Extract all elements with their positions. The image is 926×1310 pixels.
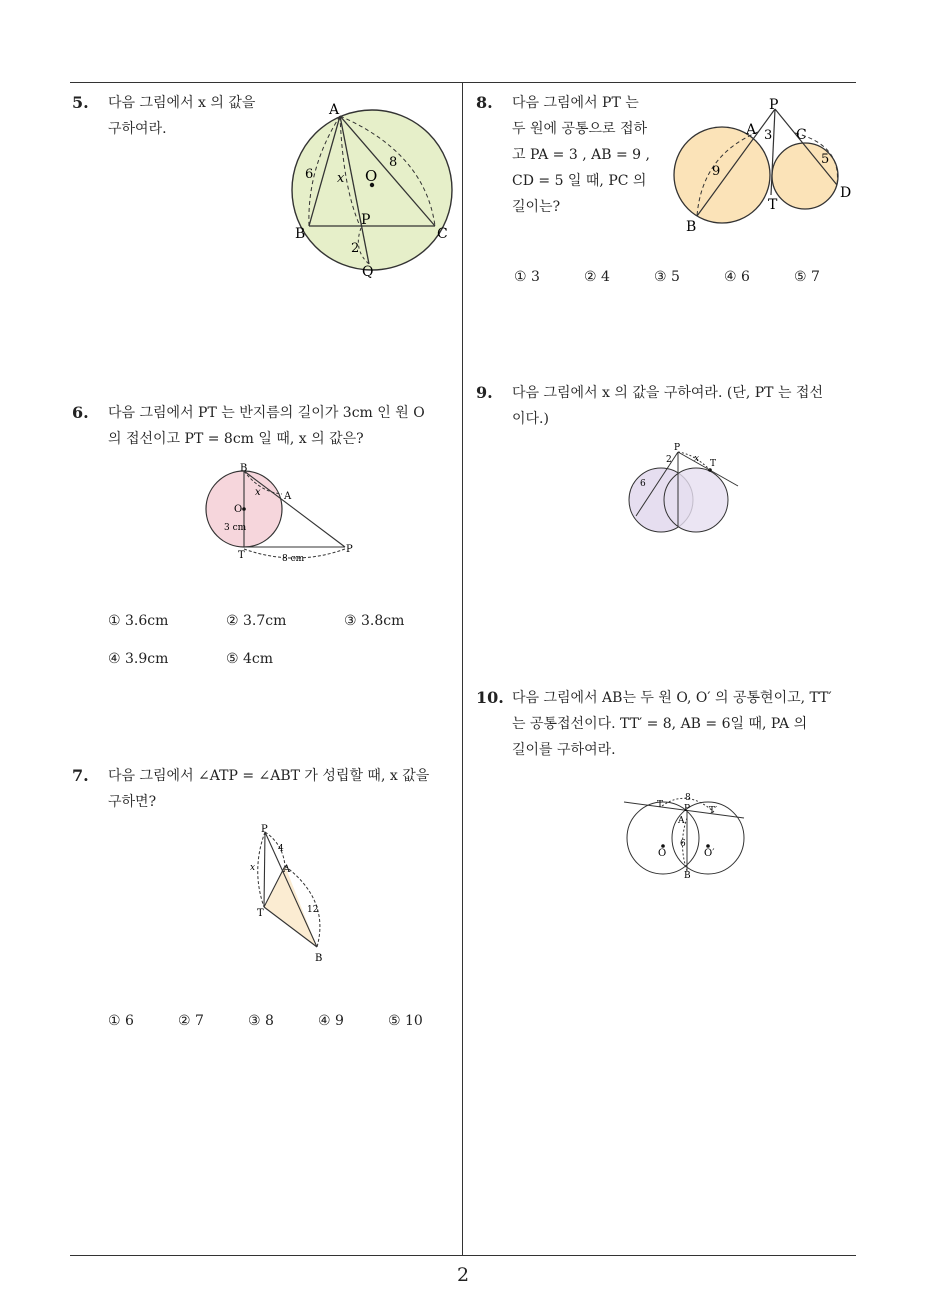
- label: 2: [351, 241, 360, 256]
- segment-pt: [264, 832, 265, 907]
- label: O: [658, 848, 667, 859]
- label: O: [365, 167, 378, 185]
- label: P: [684, 804, 691, 814]
- label: x: [694, 454, 700, 464]
- label: 9: [712, 164, 721, 179]
- question-text: 다음 그림에서 PT 는 반지름의 길이가 3cm 인 원 O 의 접선이고 PT = 8cm 일 때, x 의 값은?: [108, 405, 425, 447]
- label: B: [315, 953, 323, 964]
- label: x: [337, 171, 345, 186]
- question-text: 다음 그림에서 ∠ATP = ∠ABT 가 성립할 때, x 값을 구하면?: [108, 768, 430, 810]
- top-rule: [70, 82, 856, 83]
- choice-1[interactable]: ① 3.6cm: [108, 613, 169, 629]
- problem-number: 7.: [72, 766, 89, 785]
- label: B: [240, 463, 248, 474]
- label: 4: [278, 844, 284, 854]
- question-text: 다음 그림에서 AB는 두 원 O, O′ 의 공통현이고, TT′ 는 공통접선이다. TT′ = 8, AB = 6일 때, PA 의 길이를 구하여라.: [512, 690, 832, 758]
- label: A: [283, 864, 291, 875]
- figure-problem-10: [620, 788, 750, 883]
- label: A: [678, 816, 685, 826]
- label: P: [769, 97, 779, 113]
- label: T: [257, 908, 264, 919]
- question-text: 다음 그림에서 x 의 값을 구하여라. (단, PT 는 접선 이다.): [512, 385, 823, 427]
- circle-right: [664, 468, 728, 532]
- choice-5[interactable]: ⑤ 4cm: [226, 651, 274, 667]
- label: 2: [666, 455, 672, 465]
- figure-problem-9: [618, 438, 743, 538]
- label: 6: [640, 479, 646, 489]
- problem-number: 5.: [72, 93, 89, 112]
- problem-number: 10.: [476, 688, 504, 707]
- figure-problem-7: [245, 820, 335, 965]
- circle: [292, 110, 452, 270]
- problem-8: [476, 90, 676, 230]
- label: T: [768, 197, 778, 213]
- label: 6: [680, 839, 686, 849]
- choice-1[interactable]: ① 6: [108, 1013, 134, 1029]
- choice-2[interactable]: ② 7: [178, 1013, 204, 1029]
- label: O: [234, 504, 243, 515]
- choice-3[interactable]: ③ 8: [248, 1013, 274, 1029]
- label: P: [346, 544, 353, 555]
- choice-3[interactable]: ③ 5: [654, 269, 680, 285]
- choice-5[interactable]: ⑤ 7: [794, 269, 820, 285]
- choice-1[interactable]: ① 3: [514, 269, 540, 285]
- bottom-rule: [70, 1255, 856, 1256]
- choice-2[interactable]: ② 3.7cm: [226, 613, 287, 629]
- label: 8: [685, 793, 691, 803]
- label: T: [238, 550, 245, 561]
- problem-10: [476, 685, 866, 775]
- circle-left: [674, 127, 773, 223]
- choice-3[interactable]: ③ 3.8cm: [344, 613, 405, 629]
- problem-7: [72, 763, 462, 823]
- page-number: 2: [456, 1264, 470, 1286]
- question-text: 다음 그림에서 x 의 값을 구하여라.: [108, 95, 256, 137]
- label: P: [261, 824, 268, 835]
- label: 3 cm: [224, 523, 247, 533]
- label: 12: [307, 905, 319, 915]
- choice-4[interactable]: ④ 9: [318, 1013, 344, 1029]
- problem-number: 6.: [72, 403, 89, 422]
- figure-problem-6: [200, 462, 370, 567]
- label: 3: [764, 128, 773, 143]
- label: A: [746, 122, 757, 138]
- choice-4[interactable]: ④ 3.9cm: [108, 651, 169, 667]
- choice-2[interactable]: ② 4: [584, 269, 610, 285]
- label: 8: [389, 155, 398, 170]
- question-text: 다음 그림에서 PT 는 두 원에 공통으로 접하 고 PA = 3 , AB = 9 , CD = 5 일 때, PC 의 길이는?: [512, 95, 650, 215]
- problem-number: 8.: [476, 93, 493, 112]
- label: 6: [305, 167, 314, 182]
- label: D: [840, 185, 852, 201]
- label: C: [796, 127, 807, 143]
- label: T′: [709, 806, 718, 816]
- label: Q: [362, 264, 374, 280]
- label: P: [361, 212, 371, 228]
- choice-4[interactable]: ④ 6: [724, 269, 750, 285]
- center-point: [242, 507, 246, 511]
- label: O′: [704, 848, 715, 859]
- problem-6: [72, 400, 462, 460]
- problem-9: [476, 380, 866, 440]
- label: B: [684, 871, 691, 881]
- problem-number: 9.: [476, 383, 493, 402]
- label: B: [295, 226, 306, 242]
- label: x: [250, 863, 256, 873]
- label: B: [686, 219, 697, 235]
- label: A: [284, 491, 292, 502]
- label: T: [657, 800, 664, 810]
- figure-problem-8: [672, 95, 862, 240]
- label: 8 cm: [282, 554, 305, 564]
- label: T: [710, 459, 717, 469]
- figure-problem-5: [285, 98, 465, 283]
- label: P: [674, 443, 681, 453]
- label: A: [329, 102, 340, 118]
- choice-5[interactable]: ⑤ 10: [388, 1013, 423, 1029]
- label: C: [437, 226, 448, 242]
- label: 5: [821, 152, 830, 167]
- label: x: [255, 487, 261, 498]
